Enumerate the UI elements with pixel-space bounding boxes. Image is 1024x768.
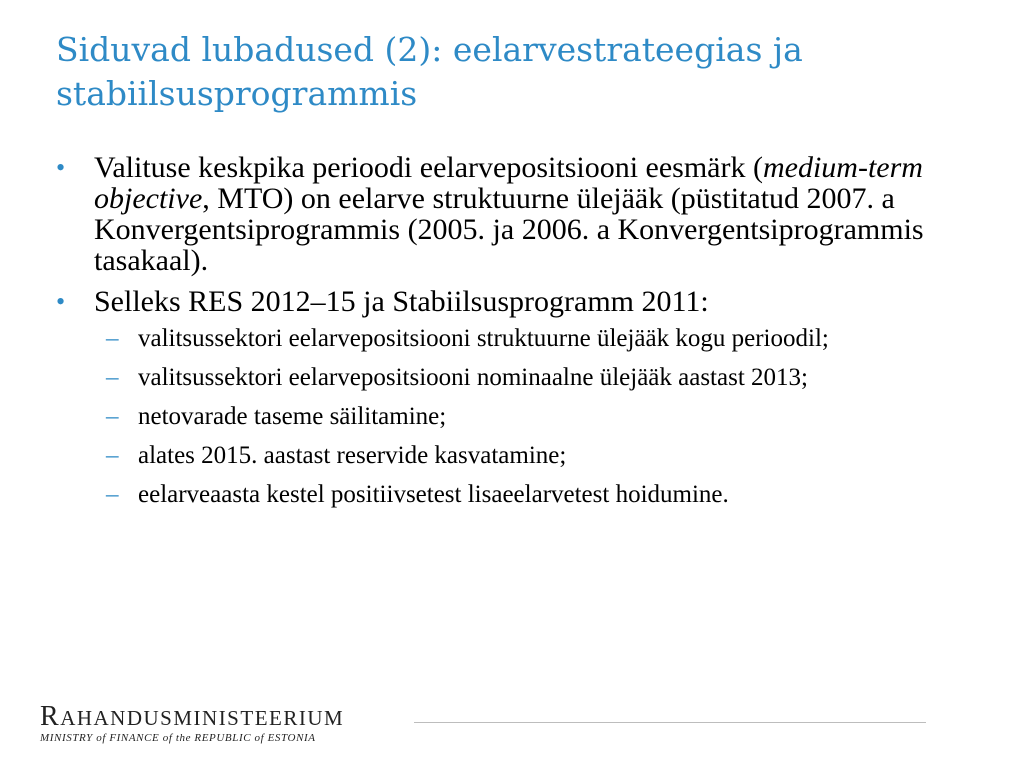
dash-icon: – (106, 481, 119, 508)
sub-bullet-text: valitsussektori eelarvepositsiooni struktuurne ülejääk kogu perioodil; (138, 325, 829, 352)
dash-icon: – (106, 325, 119, 352)
logo-first-letter: R (40, 701, 61, 732)
sub-bullet-item (94, 481, 976, 508)
bullet-icon: • (56, 153, 66, 182)
sub-bullet-list (94, 325, 976, 508)
sub-bullet-item (94, 364, 976, 391)
sub-bullet-item (94, 325, 976, 352)
sub-bullet-item (94, 442, 976, 469)
sub-bullet-text: eelarveaasta kestel positiivsetest lisaeelarvetest hoidumine. (138, 481, 729, 508)
dash-icon: – (106, 403, 119, 430)
bullet-list (56, 152, 976, 508)
sub-bullet-text: netovarade taseme säilitamine; (138, 403, 447, 430)
bullet-item-res (56, 286, 976, 508)
dash-icon: – (106, 442, 119, 469)
sub-bullet-item (94, 403, 976, 430)
logo-subtitle: MINISTRY of FINANCE of the REPUBLIC of ESTONIA (40, 732, 316, 744)
bullet-text: Selleks RES 2012–15 ja Stabiilsusprogramm 2011: (94, 285, 709, 318)
bullet-text-after: , MTO) on eelarve struktuurne ülejääk (püstitatud 2007. a Konvergentsiprogrammis (2005. ja 2006. a Konvergentsiprogrammis tasakaal). (94, 182, 924, 277)
sub-bullet-text: alates 2015. aastast reservide kasvatamine; (138, 442, 567, 469)
ministry-logo (40, 701, 345, 744)
sub-bullet-text: valitsussektori eelarvepositsiooni nominaalne ülejääk aastast 2013; (138, 364, 808, 391)
dash-icon: – (106, 364, 119, 391)
slide-title: Siduvad lubadused (2): eelarvestrateegias ja stabiilsusprogrammis (56, 30, 803, 113)
bullet-icon: • (56, 287, 66, 316)
bullet-text-italic: medium-term objective (94, 151, 923, 215)
logo-rest: AHANDUSMINISTEERIUM (60, 706, 345, 730)
slide-content (56, 152, 976, 520)
logo-wordmark (40, 701, 345, 732)
bullet-text-before: Valituse keskpika perioodi eelarvepositsiooni eesmärk ( (94, 151, 763, 184)
bullet-item-mto (56, 152, 976, 276)
footer-divider (414, 722, 926, 723)
